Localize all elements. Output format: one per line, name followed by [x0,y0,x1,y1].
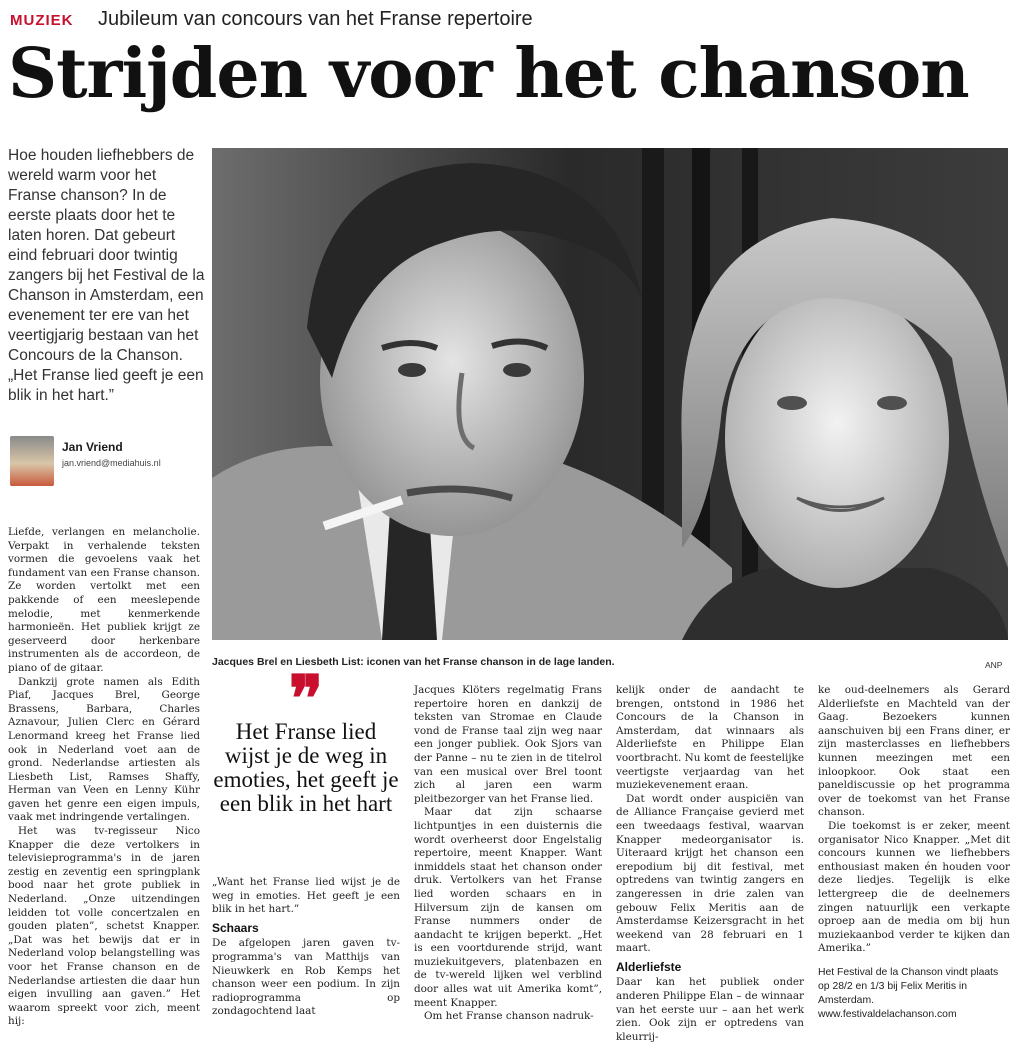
subheading-schaars: Schaars [212,920,259,935]
intro-text: Hoe houden liefhebbers de wereld warm voor het Franse chanson? In de eerste plaats door het te laten horen. Dat gebeurt eind februari door twintig zangers bij het Festival de la Chanson in Amsterdam, een evenement ter ere van het veertigjarig bestaan van het Concours de la Chanson. „Het Franse lied geeft je een blik in het hart.” [8,147,205,404]
paragraph: Daar kan het publiek onder anderen Philippe Elan – de winnaar van het eerste uur – aan het werk zien. Ook zijn er optredens van kleurrij- [616,976,804,1043]
kicker-subtitle: Jubileum van concours van het Franse repertoire [98,8,533,30]
author-name: Jan Vriend [62,440,123,454]
photo-illustration [212,148,1008,640]
author-avatar [10,436,54,486]
event-info-note: Het Festival de la Chanson vindt plaats op 28/2 en 1/3 bij Felix Meritis in Amsterdam. www.festivaldelachanson.com [818,966,999,1020]
subheading-alderliefste: Alderliefste [616,959,682,974]
paragraph: „Want het Franse lied wijst je de weg in emoties. Het geeft je een blik in het hart.” [212,876,400,916]
quote-mark-icon: ❞ [288,662,324,737]
paragraph: Het was tv-regisseur Nico Knapper die deze vertolkers in televisieprogramma's in de jaren zestig en zeventig een springplank bood naar het grote publiek in Nederland. „Onze uitzendingen leidden tot volle concertzalen en gouden platen”, schetst Knapper. „Dat was het bewijs dat er in Nederland volop belangstelling was voor het Franse chanson en de Nederlandse artiesten die daar hun eigen invulling aan gaven.” Het waarom spreekt voor zich, meent hij: [8,825,200,1028]
paragraph: Om het Franse chanson nadruk- [424,1010,594,1023]
photo-caption: Jacques Brel en Liesbeth List: iconen van het Franse chanson in de lage landen. [212,656,615,668]
photo-credit: ANP [985,660,1003,670]
paragraph: Maar dat zijn schaarse lichtpuntjes in een duisternis die wordt overheerst door Engelstalig repertoire, meent Knapper. Want inmiddels staat het chanson onder druk. Vertolkers van het Franse lied worden schaars en in Hilversum zijn de kansen om Franse nummers onder de aandacht te krijgen beperkt. „Het is een voortdurende strijd, want muziekuitgevers, platenbazen en de tv-wereld lijken wel verblind door alles wat uit Amerika komt”, meent Knapper. [414,806,602,1009]
paragraph: Liefde, verlangen en melancholie. Verpakt in verhalende teksten vormen die gevoelens vaak het fundament van een Franse chanson. Ze worden vertolkt met een pakkende of een meeslepende melodie, met kenmerkende harmonieën. Het publiek krijgt ze geserveerd door herkenbare instrumenten als de accordeon, de piano of de gitaar. [8,526,200,674]
paragraph: Dat wordt onder auspiciën van de Alliance Française gevierd met een tweedaags festival, waarvan Knapper medeorganisator is. Uiteraard krijgt het chanson een erepodium bij dit festival, met optredens van twintig zangers en zangeressen in drie zalen van gebouw Felix Meritis aan de Amsterdamse Keizersgracht in het weekend van 28 februari en 1 maart. [616,792,804,955]
author-email-link[interactable]: jan.vriend@mediahuis.nl [62,458,161,468]
body-column-4 [616,684,804,1044]
paragraph: Dankzij grote namen als Edith Piaf, Jacques Brel, George Brassens, Barbara, Charles Aznavour, Julien Clerc en Gérard Lenormand kreeg het Franse lied ook in Nederland voet aan de grond. Nederlandse artiesten als Liesbeth List, Ramses Shaffy, Herman van Veen en Lenny Kühr gaven het genre een eigen impuls, vaak met indringende vertalingen. [8,675,200,824]
main-photo [212,148,1008,640]
intro-lead [8,146,208,406]
author-byline [10,436,210,492]
body-column-3 [414,684,602,1024]
section-label: MUZIEK [10,12,74,29]
body-column-1 [8,526,200,1029]
pull-quote-text: Het Franse lied wijst je de weg in emoties, het geeft je een blik in het hart [213,719,399,816]
pull-quote [212,662,400,816]
paragraph: kelijk onder de aandacht te brengen, ontstond in 1986 het Concours de la Chanson in Amsterdam, dat winnaars als Alderliefste en Philippe Elan voortbracht. Nu komt de feestelijke veertigste verjaardag van het muziekevenement eraan. [616,684,804,792]
paragraph: De afgelopen jaren gaven tv-programma's van Matthijs van Nieuwkerk en Rob Kemps het chanson weer een podium. In zijn radioprogramma op zondagochtend laat [212,937,400,1018]
headline: Strijden voor het chanson [8,34,969,114]
body-column-2 [212,876,400,1019]
paragraph: ke oud-deelnemers als Gerard Alderliefste en Machteld van der Gaag. Bezoekers kunnen aanschuiven bij een Frans diner, er zijn masterclasses en liefhebbers kunnen meezingen met een inloopkoor. Ook staat een paneldiscussie op het programma over de toekomst van het Franse chanson. [818,684,1010,819]
paragraph: Die toekomst is er zeker, meent organisator Nico Knapper. „Met dit concours kunnen we liefhebbers enthousiast maken én houden voor deze liedjes. Tegelijk is elke lettergreep die de deelnemers zingen natuurlijk een verkapte oproep aan de media om bij hun muziekaanbod verder te kijken dan Amerika.” [818,819,1010,955]
body-column-5 [818,684,1010,1022]
paragraph: Jacques Klöters regelmatig Frans repertoire horen en dankzij de teksten van Stromae en Claude vond de Franse taal zijn weg naar een jonger publiek. Ook Sjors van der Panne – nu te zien in de titelrol van een musical over Brel toont zich al jaren een warm pleitbezorger van het Franse lied. [414,684,602,805]
